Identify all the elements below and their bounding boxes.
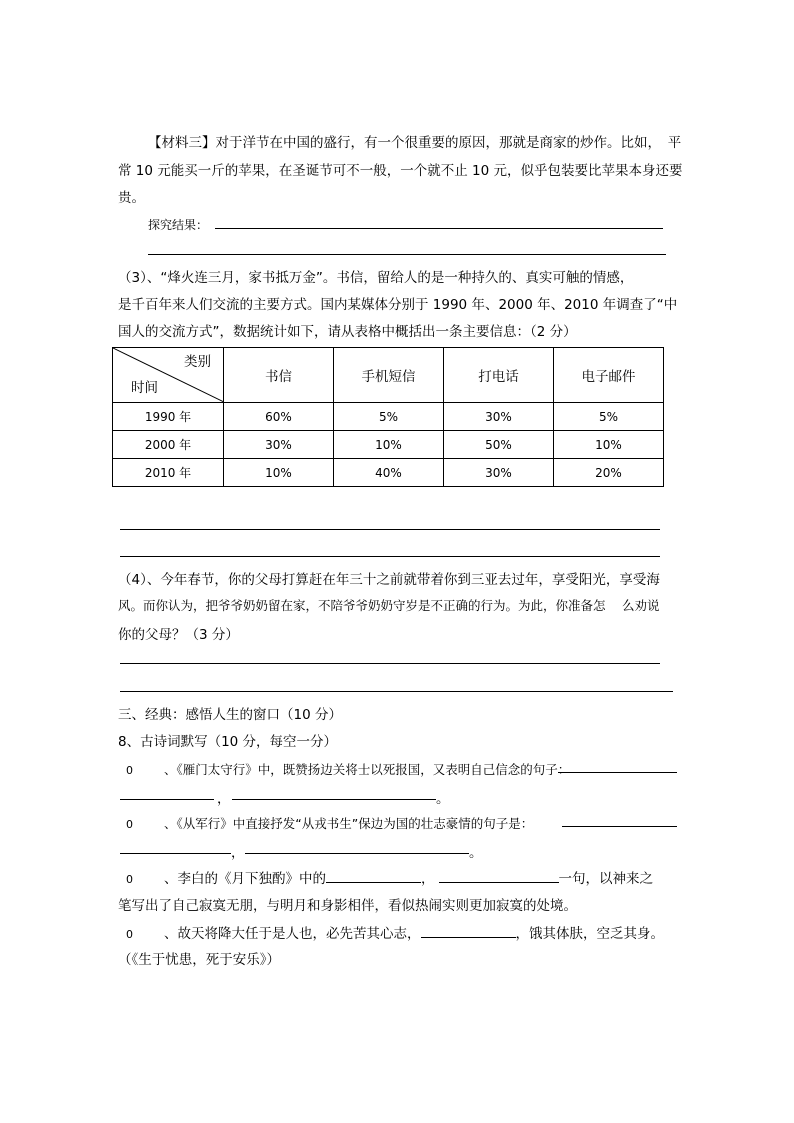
result-label: 探究结果： (148, 218, 209, 232)
blank-item4-a[interactable] (421, 923, 516, 938)
blank-item2-c[interactable] (245, 853, 469, 854)
item1-row (124, 760, 570, 778)
item3-comma: ， (421, 871, 435, 887)
item4-number-marker: 0 (126, 928, 133, 941)
table-year-cell: 2010 年 (113, 459, 224, 487)
table-cell: 30% (444, 459, 554, 487)
q4-line1: （4）、今年春节，你的父母打算赶在年三十之前就带着你到三亚去过年，享受阳光，享受海 (118, 572, 660, 588)
material3-line2: 常 10 元能买一斤的苹果，在圣诞节可不一般，一个就不止 10 元，似乎包装要比苹果本身还要 (118, 163, 683, 179)
table-cell: 20% (554, 459, 664, 487)
q4-line3: 你的父母？（3 分） (118, 627, 239, 643)
table-year-cell: 1990 年 (113, 403, 224, 431)
blank-item1-c[interactable] (232, 799, 436, 800)
blank-item3-b[interactable] (439, 868, 559, 883)
table-cell: 50% (444, 431, 554, 459)
item4-text-pre: 、故天将降大任于是人也，必先苦其心志， (164, 926, 421, 942)
blank-item3-a[interactable] (326, 868, 421, 883)
q4-line2: 风。而你认为，把爷爷奶奶留在家，不陪爷爷奶奶守岁是不正确的行为。为此，你准备怎 么劝说 (118, 598, 660, 613)
q3-line1: （3）、“烽火连三月，家书抵万金”。书信，留给人的是一种持久的、真实可触的情感， (118, 270, 634, 286)
communication-survey-table (112, 347, 664, 487)
table-cell: 5% (554, 403, 664, 431)
q3-line3: 国人的交流方式”，数据统计如下，请从表格中概括出一条主要信息：（2 分） (118, 324, 577, 340)
answer-line-result-1[interactable] (215, 228, 663, 229)
blank-item1-b[interactable] (120, 799, 214, 800)
table-cell: 30% (224, 431, 334, 459)
answer-line-result-2[interactable] (148, 254, 666, 255)
q3-line2: 是千百年来人们交流的主要方式。国内某媒体分别于 1990 年、2000 年、2010 年调查了“中 (118, 297, 678, 313)
item3-row (124, 867, 653, 887)
item2-row (124, 814, 533, 832)
table-header-cell: 书信 (224, 348, 334, 403)
table-cell: 60% (224, 403, 334, 431)
table-cell: 10% (554, 431, 664, 459)
table-cell: 10% (334, 431, 444, 459)
item1-comma: ， (217, 791, 231, 807)
table-corner-cell (113, 348, 224, 403)
corner-label-category: 类别 (184, 354, 211, 370)
item2-text: 、《从军行》中直接抒发“从戎书生”保边为国的壮志豪情的句子是： (164, 816, 534, 831)
table-cell: 10% (224, 459, 334, 487)
answer-line-q4-1[interactable] (120, 663, 660, 664)
table-year-cell: 2000 年 (113, 431, 224, 459)
item2-period: 。 (469, 845, 483, 861)
item4-text-post: ，饿其体肤，空乏其身。 (515, 926, 664, 942)
blank-item1-a[interactable] (558, 772, 677, 773)
table-cell: 40% (334, 459, 444, 487)
material3-line3: 贵。 (118, 190, 145, 206)
item3-text-pre: 、李白的《月下独酌》中的 (164, 871, 326, 887)
item1-text: 、《雁门太守行》中，既赞扬边关将士以死报国，又表明自己信念的句子： (164, 762, 571, 777)
blank-item2-a[interactable] (562, 826, 677, 827)
table-cell: 30% (444, 403, 554, 431)
table-header-cell: 打电话 (444, 348, 554, 403)
table-header-cell: 电子邮件 (554, 348, 664, 403)
blank-item2-b[interactable] (120, 853, 231, 854)
item1-period: 。 (436, 791, 450, 807)
table-row (113, 403, 664, 431)
item2-number-marker: 0 (126, 818, 133, 831)
table-row (113, 459, 664, 487)
item1-number-marker: 0 (126, 764, 133, 777)
table-header-row (113, 348, 664, 403)
table-row (113, 431, 664, 459)
item3-line2: 笔写出了自己寂寞无朋，与明月和身影相伴，看似热闹实则更加寂寞的处境。 (118, 898, 577, 914)
section3-title: 三、经典：感悟人生的窗口（10 分） (118, 707, 342, 723)
item3-text-post: 一句，以神来之 (558, 871, 653, 887)
item4-line2: （《生于忧患，死于安乐》） (118, 952, 280, 968)
answer-line-q3-2[interactable] (120, 556, 660, 557)
item2-comma: ， (231, 845, 245, 861)
item3-number-marker: 0 (126, 873, 133, 886)
corner-label-time: 时间 (131, 380, 158, 396)
answer-line-q4-2[interactable] (120, 691, 673, 692)
table-cell: 5% (334, 403, 444, 431)
material3-line1: 【材料三】对于洋节在中国的盛行，有一个很重要的原因，那就是商家的炒作。比如， 平 (148, 135, 682, 151)
item4-row (124, 922, 664, 942)
q8-title: 8、古诗词默写（10 分，每空一分） (118, 734, 338, 750)
table-header-cell: 手机短信 (334, 348, 444, 403)
answer-line-q3-1[interactable] (120, 529, 660, 530)
